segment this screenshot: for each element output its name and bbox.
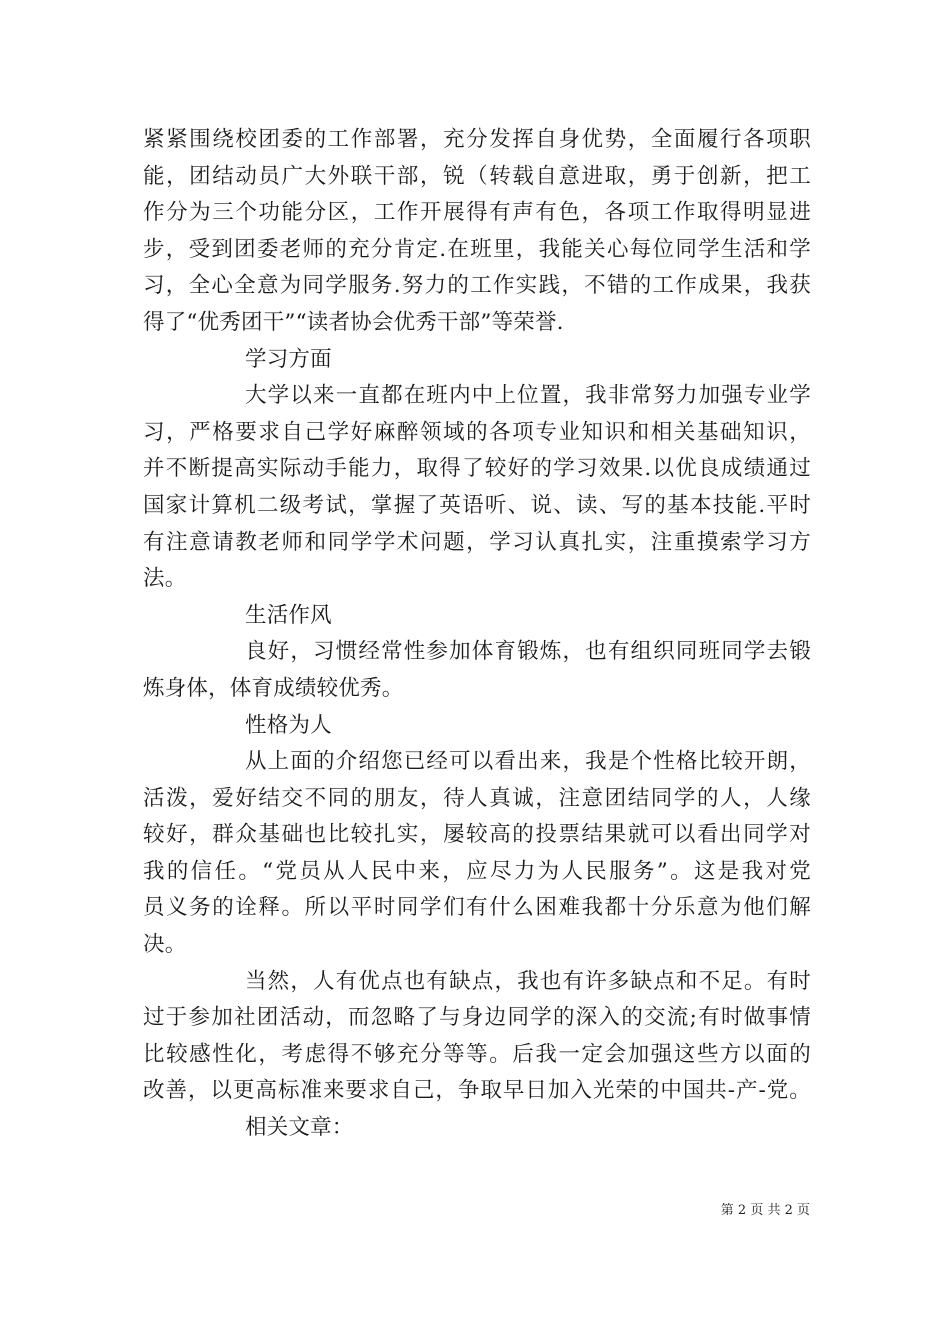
text-line: 过于参加社团活动，而忽略了与身边同学的深入的交流;有时做事情 (143, 1005, 811, 1031)
text-line: 比较感性化，考虑得不够充分等等。后我一定会加强这些方以面的 (143, 1041, 811, 1067)
text-line: 从上面的介绍您已经可以看出来，我是个性格比较开朗， (245, 749, 811, 775)
text-line: 有注意请教老师和同学学术问题，学习认真扎实，注重摸索学习方 (143, 529, 811, 555)
text-line: 国家计算机二级考试，掌握了英语听、说、读、写的基本技能.平时 (143, 492, 811, 518)
section-heading: 性格为人 (245, 712, 332, 738)
text-line: 良好，习惯经常性参加体育锻炼，也有组织同班同学去锻 (245, 639, 811, 665)
text-line: 步，受到团委老师的充分肯定.在班里，我能关心每位同学生活和学 (143, 236, 811, 262)
page-number: 第 2 页 共 2 页 (720, 1203, 810, 1218)
text-line: 当然，人有优点也有缺点，我也有许多缺点和不足。有时 (245, 968, 811, 994)
text-line: 改善，以更高标准来要求自己，争取早日加入光荣的中国共-产-党。 (143, 1078, 811, 1104)
section-heading: 相关文章： (245, 1115, 354, 1141)
text-line: 紧紧围绕校团委的工作部署，充分发挥自身优势，全面履行各项职 (143, 127, 811, 152)
text-line: 员义务的诠释。所以平时同学们有什么困难我都十分乐意为他们解 (143, 895, 811, 921)
text-line: 作分为三个功能分区，工作开展得有声有色，各项工作取得明显进 (143, 200, 811, 226)
text-line: 较好，群众基础也比较扎实，屡较高的投票结果就可以看出同学对 (143, 822, 811, 848)
text-line: 习，严格要求自己学好麻醉领域的各项专业知识和相关基础知识， (143, 419, 811, 445)
text-line: 并不断提高实际动手能力，取得了较好的学习效果.以优良成绩通过 (143, 456, 811, 482)
document-body (143, 122, 811, 1147)
text-line: 决。 (143, 932, 187, 958)
text-line: 习，全心全意为同学服务.努力的工作实践，不错的工作成果，我获 (143, 273, 811, 299)
text-line: 得了“优秀团干”“读者协会优秀干部”等荣誉. (143, 309, 564, 335)
text-line: 能，团结动员广大外联干部，锐（转载自意进取，勇于创新，把工 (143, 163, 811, 189)
section-heading: 学习方面 (245, 346, 332, 372)
text-line: 大学以来一直都在班内中上位置，我非常努力加强专业学 (245, 383, 811, 409)
text-line: 我的信任。“党员从人民中来，应尽力为人民服务”。这是我对党 (143, 858, 811, 884)
section-heading: 生活作风 (245, 602, 332, 628)
text-line: 炼身体，体育成绩较优秀。 (143, 675, 404, 701)
text-line: 法。 (143, 566, 187, 592)
text-line: 活泼，爱好结交不同的朋友，待人真诚，注意团结同学的人，人缘 (143, 785, 811, 811)
